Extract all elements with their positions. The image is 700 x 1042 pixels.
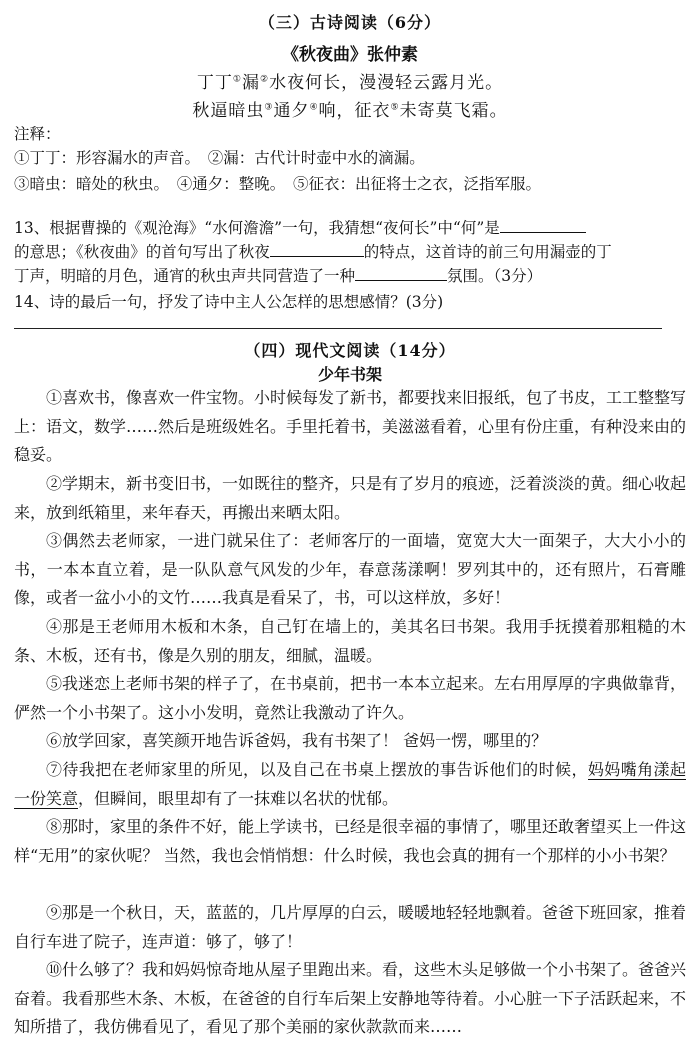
paragraph-8: ⑧那时，家里的条件不好，能上学读书，已经是很幸福的事情了，哪里还敢奢望买上一件这样“无用”的家伙呢？ 当然，我也会悄悄想：什么时候，我也会真的拥有一个那样的小小书架？ xyxy=(14,817,687,865)
poem-line-1: 丁丁①漏②水夜何长，漫漫轻云露月光。 xyxy=(196,73,504,93)
note-line: ③暗虫：暗处的秋虫。 ④通夕：整晚。 ⑤征衣：出征将士之衣，泛指军服。 xyxy=(14,175,542,193)
answer-blank[interactable] xyxy=(270,242,364,257)
poem-line-2: 秋逼暗虫③通夕④响，征衣⑤未寄莫飞霜。 xyxy=(192,101,508,121)
question-14: 14、诗的最后一句，抒发了诗中主人公怎样的思想感情？(3分) xyxy=(14,293,444,311)
paragraph-1: ①喜欢书，像喜欢一件宝物。小时候每发了新书，都要找来旧报纸，包了书皮，工工整整写上：语文，数学……然后是班级姓名。手里托着书，美滋滋看着，心里有份庄重，有种没来由的稳妥。 xyxy=(14,388,687,464)
answer-blank[interactable] xyxy=(355,266,447,281)
paragraph-7: ⑦待我把在老师家里的所见，以及自己在书桌上摆放的事告诉他们的时候，妈妈嘴角漾起一份笑意，但瞬间，眼里却有了一抹难以名状的忧郁。 xyxy=(14,760,686,808)
answer-line[interactable] xyxy=(14,328,662,329)
section4-title: （四）现代文阅读（14分） xyxy=(244,341,456,360)
question-13: 13、根据曹操的《观沧海》“水何澹澹”一句，我猜想“夜何长”中“何”是 的意思；《秋夜曲》的首句写出了秋夜 的特点，这首诗的前三句用漏壶的丁 丁声，明暗的月色，通宵的秋虫声共同营造了一种 氛围。（3分） xyxy=(14,219,612,285)
section3-title: （三）古诗阅读（6分） xyxy=(258,13,442,32)
paragraph-6: ⑥放学回家，喜笑颜开地告诉爸妈，我有书架了！ 爸妈一愣，哪里的？ xyxy=(46,731,548,750)
footnote-marker: ② xyxy=(260,74,270,85)
article-title: 少年书架 xyxy=(317,365,382,384)
note-line: ①丁丁：形容漏水的声音。 ②漏：古代计时壶中水的滴漏。 xyxy=(14,149,425,167)
footnote-marker: ④ xyxy=(309,102,319,113)
paragraph-4: ④那是王老师用木板和木条，自己钉在墙上的，美其名曰书架。我用手抚摸着那粗糙的木条、木板，还有书，像是久别的朋友，细腻，温暖。 xyxy=(14,617,686,665)
footnote-marker: ① xyxy=(232,74,242,85)
paragraph-9: ⑨那是一个秋日，天，蓝蓝的，几片厚厚的白云，暖暖地轻轻地飘着。爸爸下班回家，推着自行车进了院子，连声道：够了，够了！ xyxy=(14,903,687,951)
paragraph-3: ③偶然去老师家，一进门就呆住了：老师客厅的一面墙，宽宽大大一面架子，大大小小的书，一本本直立着，是一队队意气风发的少年，春意荡漾啊！罗列其中的，还有照片，石膏雕像，或者一盆小小的文竹……我真是看呆了，书，可以这样放，多好！ xyxy=(14,531,686,607)
underlined-phrase: 妈妈嘴角漾起一份笑意 xyxy=(14,760,686,808)
footnote-marker: ⑤ xyxy=(390,102,400,113)
answer-blank[interactable] xyxy=(500,218,586,233)
footnote-marker: ③ xyxy=(264,102,274,113)
notes-label: 注释： xyxy=(14,125,61,143)
paragraph-10: ⑩什么够了？我和妈妈惊奇地从屋子里跑出来。看，这些木头足够做一个小书架了。爸爸兴奋着。我看那些木条、木板，在爸爸的自行车后架上安静地等待着。小心脏一下子活跃起来，不知所措了，我仿佛看见了，看见了那个美丽的家伙款款而来…… xyxy=(14,960,687,1036)
paragraph-2: ②学期末，新书变旧书，一如既往的整齐，只是有了岁月的痕迹，泛着淡淡的黄。细心收起来，放到纸箱里，来年春天，再搬出来晒太阳。 xyxy=(14,474,687,522)
poem-title: 《秋夜曲》张仲素 xyxy=(282,45,418,65)
paragraph-5: ⑤我迷恋上老师书架的样子了，在书桌前，把书一本本立起来。左右用厚厚的字典做靠背，俨然一个小书架了。这小小发明，竟然让我激动了许久。 xyxy=(14,674,687,722)
